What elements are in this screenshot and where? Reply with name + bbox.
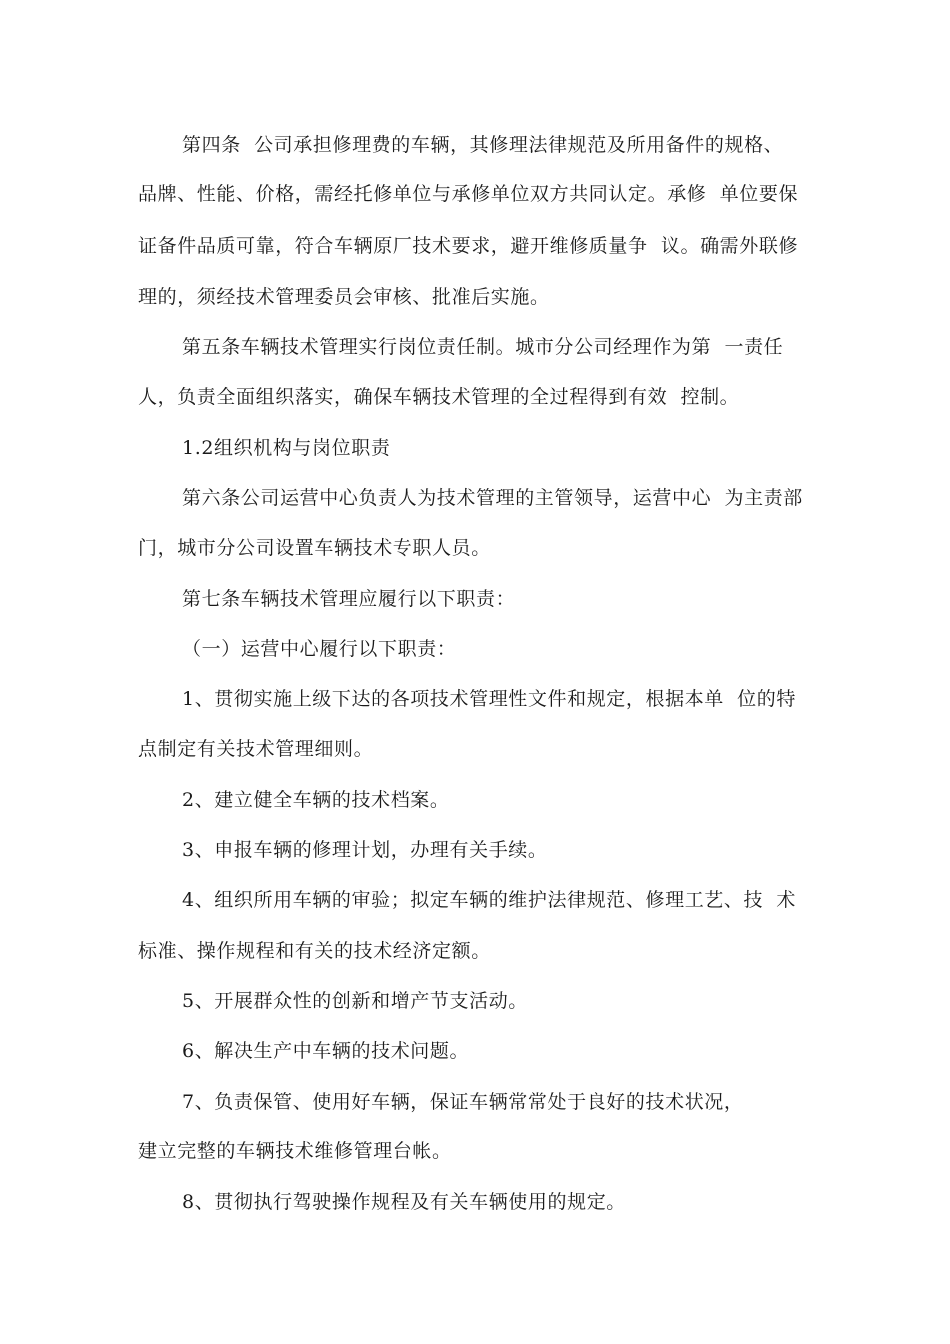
text-line: 5、开展群众性的创新和增产节支活动。	[182, 990, 528, 1012]
text-line: 第七条车辆技术管理应履行以下职责：	[182, 588, 516, 610]
text-line: 4、组织所用车辆的审验；拟定车辆的维护法律规范、修理工艺、技 术	[182, 889, 796, 911]
text-line: 理的，须经技术管理委员会审核、批准后实施。	[138, 286, 550, 308]
section-heading: 1.2组织机构与岗位职责	[182, 437, 391, 459]
text-line: 第四条 公司承担修理费的车辆，其修理法律规范及所用备件的规格、	[182, 134, 784, 156]
text-line: 人，负责全面组织落实，确保车辆技术管理的全过程得到有效 控制。	[138, 386, 740, 408]
text-line: 点制定有关技术管理细则。	[138, 738, 374, 760]
text-line: 7、负责保管、使用好车辆，保证车辆常常处于良好的技术状况，	[182, 1091, 744, 1113]
text-line: 1、贯彻实施上级下达的各项技术管理性文件和规定，根据本单 位的特	[182, 688, 796, 710]
text-line: 第五条车辆技术管理实行岗位责任制。城市分公司经理作为第 一责任	[182, 336, 784, 358]
text-line: 建立完整的车辆技术维修管理台帐。	[138, 1140, 452, 1162]
text-line: 门，城市分公司设置车辆技术专职人员。	[138, 537, 491, 559]
text-line: 标准、操作规程和有关的技术经济定额。	[138, 940, 491, 962]
text-line: 证备件品质可靠，符合车辆原厂技术要求，避开维修质量争 议。确需外联修	[138, 235, 799, 257]
text-line: 2、建立健全车辆的技术档案。	[182, 789, 450, 811]
text-line: （一）运营中心履行以下职责：	[182, 638, 457, 660]
text-line: 第六条公司运营中心负责人为技术管理的主管领导，运营中心 为主责部	[182, 487, 803, 509]
text-line: 6、解决生产中车辆的技术问题。	[182, 1040, 470, 1062]
text-line: 8、贯彻执行驾驶操作规程及有关车辆使用的规定。	[182, 1191, 626, 1213]
text-line: 3、申报车辆的修理计划，办理有关手续。	[182, 839, 548, 861]
text-line: 品牌、性能、价格，需经托修单位与承修单位双方共同认定。承修 单位要保	[138, 183, 799, 205]
